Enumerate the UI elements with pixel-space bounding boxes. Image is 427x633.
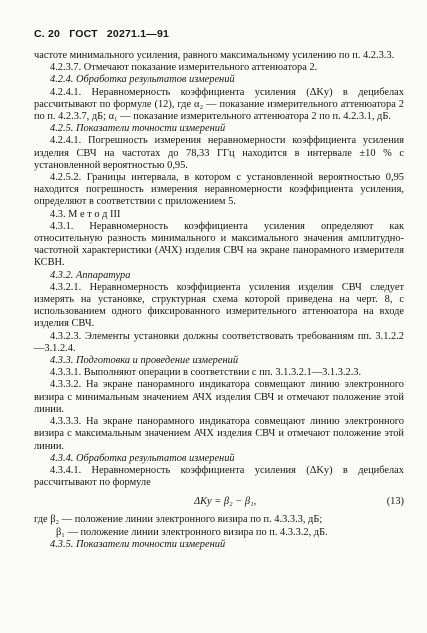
where-line-2: β₁ — положение линии электронного визира по п. 4.3.3.2, дБ.	[56, 526, 328, 538]
paragraph-4-3-4-1: 4.3.4.1. Неравномерность коэффициента усиления (ΔKу) в децибелах рассчитывают по формуле	[34, 464, 404, 489]
paragraph-4-2-5-2: 4.2.5.2. Границы интервала, в котором с установленной вероятностью 0,95 находится погрешность измерения неравномерности коэффициента усиления, определяют в соответствии с приложением 5.	[34, 172, 404, 208]
standard-label: ГОСТ	[69, 28, 98, 40]
page-number: С. 20	[34, 28, 61, 40]
formula-13	[34, 493, 404, 511]
method-heading: 4.3. М е т о д III	[50, 208, 121, 220]
section-heading: 4.3.3. Подготовка и проведение измерений	[50, 355, 239, 367]
section-heading: 4.3.5. Показатели точности измерений	[50, 538, 226, 550]
paragraph-4-3-2-1: 4.3.2.1. Неравномерность коэффициента усиления изделия СВЧ следует измерять на установке, структурная схема которой приведена на черт. 8, с использованием одного фиксированного измерительного аттенюатора на входе изделия СВЧ.	[34, 281, 404, 330]
formula-number: (13)	[386, 496, 404, 508]
section-heading: 4.3.2. Аппаратура	[50, 269, 131, 281]
paragraph-4-3-3-3: 4.3.3.3. На экране панорамного индикатора совмещают линию электронного визира с максимальным значением АЧХ изделия СВЧ и отмечают положение этой линии.	[34, 416, 404, 452]
paragraph-4-3-2-3: 4.3.2.3. Элементы установки должны соответствовать требованиям пп. 3.1.2.2—3.1.2.4.	[34, 330, 404, 354]
standard-number: 20271.1—91	[106, 28, 170, 40]
paragraph-4-2-4-1-error: 4.2.4.1. Погрешность измерения неравномерности коэффициента усиления изделия СВЧ на частотах до 78,33 ГГц находится в интервале ±10 % с установленной вероятностью 0,95.	[34, 135, 404, 171]
section-heading: 4.2.4. Обработка результатов измерений	[50, 74, 235, 86]
page-header	[34, 28, 169, 40]
section-heading: 4.2.5. Показатели точности измерений	[50, 123, 226, 135]
document-body	[34, 50, 404, 551]
formula-expression: ΔKу = β₂ − β₁,	[194, 496, 257, 508]
paragraph-4-2-3-7: 4.2.3.7. Отмечают показание измерительного аттенюатора 2.	[50, 62, 318, 74]
section-heading: 4.3.4. Обработка результатов измерений	[50, 452, 235, 464]
paragraph-4-3-1: 4.3.1. Неравномерность коэффициента усиления определяют как относительную разность минимального и максимального значения амплитудно-частотной характеристики (АЧХ) изделия СВЧ на экране панорамного измерителя КСВН.	[34, 220, 404, 269]
paragraph-continuation: частоте минимального усиления, равного максимальному усилению по п. 4.2.3.3.	[34, 50, 395, 61]
paragraph-4-3-3-2: 4.3.3.2. На экране панорамного индикатора совмещают линию электронного визира с минимальным значением АЧХ изделия СВЧ и отмечают положение этой линии.	[34, 379, 404, 415]
paragraph-4-3-3-1: 4.3.3.1. Выполняют операции в соответствии с пп. 3.1.3.2.1—3.1.3.2.3.	[50, 367, 362, 379]
where-line-1: где β₂ — положение линии электронного визира по п. 4.3.3.3, дБ;	[34, 514, 323, 526]
paragraph-4-2-4-1: 4.2.4.1. Неравномерность коэффициента усиления (ΔKу) в децибелах рассчитывают по формуле (12), где α₂ — показание измерительного аттенюатора 2 по п. 4.2.3.7, дБ; α₁ — показание измерительного аттенюатора 2 по п. 4.2.3.1, дБ.	[34, 86, 404, 123]
